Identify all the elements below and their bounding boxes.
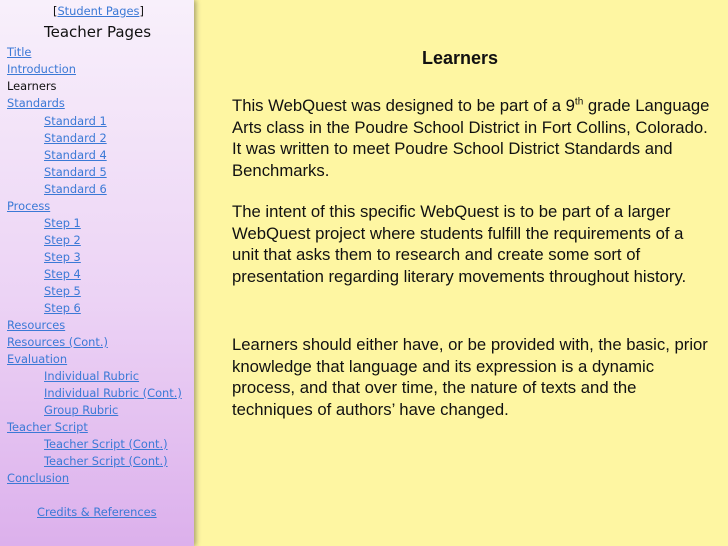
nav-evaluation[interactable]: Evaluation [7, 352, 68, 366]
nav-step-5[interactable]: Step 5 [44, 284, 81, 298]
nav-group-rubric[interactable]: Group Rubric [44, 403, 119, 417]
nav-standard-4[interactable]: Standard 4 [44, 148, 107, 162]
nav-resources[interactable]: Resources [7, 318, 66, 332]
paragraph-prior-knowledge: Learners should either have, or be provided with, the basic, prior knowledge that language and its expression is a dynamic process, and that over time, the nature of texts and the techniques of authors’ have changed. [232, 335, 708, 419]
nav-step-4[interactable]: Step 4 [44, 267, 81, 281]
nav-standard-5[interactable]: Standard 5 [44, 165, 107, 179]
paragraph-purpose-text-b: grade Language Arts class in the Poudre School District in Fort Collins, Colorado. It was written to meet Poudre School District Standards and Benchmarks. [232, 96, 710, 180]
sidebar-nav [0, 0, 194, 546]
bracket-close: ] [139, 4, 144, 18]
nav-teacher-script-cont-2[interactable]: Teacher Script (Cont.) [44, 454, 168, 468]
nav-title[interactable]: Title [7, 45, 32, 59]
paragraph-purpose [232, 95, 712, 181]
paragraph-intent: The intent of this specific WebQuest is to be part of a larger WebQuest project where students fulfill the requirements of a unit that asks them to research and create some sort of presentation regarding literary movements throughout history. [232, 202, 687, 286]
nav-step-6[interactable]: Step 6 [44, 301, 81, 315]
nav-teacher-script-cont-1[interactable]: Teacher Script (Cont.) [44, 437, 168, 451]
nav-step-3[interactable]: Step 3 [44, 250, 81, 264]
nav-standard-6[interactable]: Standard 6 [44, 182, 107, 196]
nav-step-1[interactable]: Step 1 [44, 216, 81, 230]
nav-learners-current: Learners [7, 79, 57, 93]
nav-individual-rubric-cont[interactable]: Individual Rubric (Cont.) [44, 386, 182, 400]
nav-teacher-script[interactable]: Teacher Script [7, 420, 88, 434]
bracket-open: [ [53, 4, 58, 18]
nav-resources-cont[interactable]: Resources (Cont.) [7, 335, 108, 349]
sidebar-heading: Teacher Pages [44, 23, 152, 41]
nav-standard-1[interactable]: Standard 1 [44, 114, 107, 128]
nav-credits-references[interactable]: Credits & References [37, 505, 157, 519]
student-pages-wrapper [53, 4, 144, 18]
ordinal-suffix: th [574, 96, 584, 108]
nav-introduction[interactable]: Introduction [7, 62, 76, 76]
nav-individual-rubric[interactable]: Individual Rubric [44, 369, 140, 383]
paragraph-purpose-text-a: This WebQuest was designed to be part of a 9 [232, 96, 575, 115]
nav-standard-2[interactable]: Standard 2 [44, 131, 107, 145]
page-title: Learners [421, 48, 499, 69]
nav-standards[interactable]: Standards [7, 96, 65, 110]
nav-process[interactable]: Process [7, 199, 51, 213]
nav-conclusion[interactable]: Conclusion [7, 471, 70, 485]
student-pages-link[interactable]: Student Pages [57, 4, 140, 18]
nav-step-2[interactable]: Step 2 [44, 233, 81, 247]
